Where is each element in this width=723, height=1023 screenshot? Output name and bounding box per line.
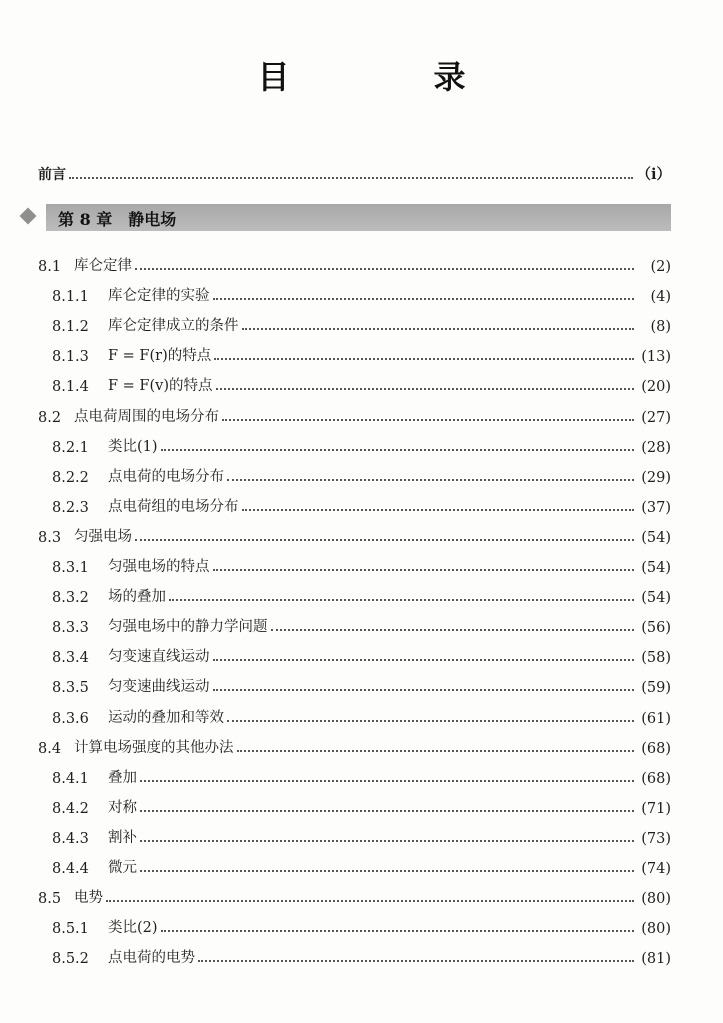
entry-label: 对称 (108, 800, 137, 816)
entry-label: 匀变速曲线运动 (108, 679, 210, 695)
dot-leader (69, 177, 633, 179)
entry-number: 8.4 (38, 741, 62, 757)
entry-label: 电势 (74, 890, 103, 906)
toc-entry[interactable] (52, 644, 671, 666)
entry-page: (71) (641, 801, 671, 817)
entry-number: 8.5 (38, 891, 62, 907)
entry-page: (56) (641, 620, 671, 636)
entry-label: 类比(2) (108, 920, 158, 936)
chapter-title: 静电场 (128, 210, 177, 229)
entry-label: 库仑定律成立的条件 (108, 318, 239, 334)
entry-page: (54) (641, 590, 671, 606)
entry-page: (20) (641, 379, 671, 395)
entry-number: 8.4.3 (52, 831, 89, 847)
dot-leader (161, 449, 634, 451)
entry-number: 8.1.2 (52, 319, 89, 335)
entry-number: 8.3.5 (52, 680, 89, 696)
dot-leader (213, 298, 635, 300)
dot-leader (213, 569, 635, 571)
entry-number: 8.5.2 (52, 951, 89, 967)
toc-entry[interactable] (52, 494, 671, 516)
entry-number: 8.3 (38, 530, 62, 546)
dot-leader (161, 930, 634, 932)
dot-leader (135, 539, 634, 541)
dot-leader (106, 900, 634, 902)
entry-number: 8.3.6 (52, 711, 89, 727)
chapter-number: 第 8 章 (58, 210, 113, 229)
toc-entry[interactable] (52, 674, 671, 696)
entry-page: (28) (641, 440, 671, 456)
entry-label: 割补 (108, 830, 137, 846)
dot-leader (237, 750, 635, 752)
entry-label: 点电荷的电势 (108, 950, 195, 966)
entry-page: (68) (641, 741, 671, 757)
entry-page: (2) (650, 259, 671, 275)
entry-label: 库仑定律 (74, 258, 132, 274)
entry-number: 8.4.1 (52, 771, 89, 787)
toc-entry[interactable] (52, 464, 671, 486)
entry-label: 微元 (108, 860, 137, 876)
entry-label: 匀强电场的特点 (108, 559, 210, 575)
toc-entry[interactable] (52, 705, 671, 727)
toc-entry[interactable] (52, 855, 671, 877)
dot-leader (140, 870, 634, 872)
dot-leader (222, 419, 634, 421)
entry-page: (61) (641, 711, 671, 727)
entry-number: 8.5.1 (52, 921, 89, 937)
entry-label: 匀变速直线运动 (108, 649, 210, 665)
chapter-heading[interactable] (20, 203, 671, 231)
toc-entry[interactable] (52, 825, 671, 847)
entry-label: 库仑定律的实验 (108, 288, 210, 304)
entry-label: 匀强电场 (74, 529, 132, 545)
dot-leader (198, 960, 634, 962)
toc-entry[interactable] (52, 765, 671, 787)
entry-label: 点电荷组的电场分布 (108, 499, 239, 515)
entry-page: (80) (641, 921, 671, 937)
dot-leader (214, 358, 634, 360)
toc-entry[interactable] (52, 373, 671, 395)
toc-entry-preface[interactable] (38, 162, 671, 184)
toc-entry[interactable] (52, 584, 671, 606)
toc-entry[interactable] (38, 735, 671, 757)
toc-entry[interactable] (38, 253, 671, 275)
entry-label: F = F(r)的特点 (108, 348, 212, 364)
entry-number: 8.1.1 (52, 289, 89, 305)
dot-leader (140, 810, 634, 812)
dot-leader (216, 388, 635, 390)
entry-number: 8.3.1 (52, 560, 89, 576)
entry-page: (59) (641, 680, 671, 696)
entry-number: 8.3.2 (52, 590, 89, 606)
entry-page: （ⅰ） (636, 166, 671, 183)
dot-leader (242, 328, 635, 330)
dot-leader (227, 720, 634, 722)
entry-number: 8.2.1 (52, 440, 89, 456)
toc-entry[interactable] (52, 343, 671, 365)
toc-entry[interactable] (52, 283, 671, 305)
entry-label: 类比(1) (108, 439, 158, 455)
dot-leader (135, 268, 634, 270)
toc-entry[interactable] (38, 524, 671, 546)
chapter-label (58, 207, 176, 230)
entry-page: (29) (641, 470, 671, 486)
entry-number: 8.1 (38, 259, 62, 275)
dot-leader (169, 599, 634, 601)
entry-number: 8.4.2 (52, 801, 89, 817)
toc-entry[interactable] (38, 885, 671, 907)
entry-label: 计算电场强度的其他办法 (74, 740, 234, 756)
entry-page: (4) (650, 289, 671, 305)
toc-entry[interactable] (52, 614, 671, 636)
entry-page: (54) (641, 560, 671, 576)
entry-label: 叠加 (108, 770, 137, 786)
toc-entry[interactable] (38, 404, 671, 426)
entry-page: (68) (641, 771, 671, 787)
entry-label: F = F(v)的特点 (108, 378, 213, 394)
dot-leader (213, 689, 635, 691)
entry-number: 8.2 (38, 410, 62, 426)
page-title: 目 录 (257, 58, 522, 96)
entry-page: (37) (641, 500, 671, 516)
dot-leader (140, 840, 634, 842)
toc-entry[interactable] (52, 434, 671, 456)
entry-label: 点电荷周围的电场分布 (74, 409, 219, 425)
entry-page: (73) (641, 831, 671, 847)
dot-leader (227, 479, 634, 481)
entry-number: 8.4.4 (52, 861, 89, 877)
entry-label: 场的叠加 (108, 589, 166, 605)
entry-page: (8) (650, 319, 671, 335)
diamond-icon (20, 208, 37, 225)
entry-page: (58) (641, 650, 671, 666)
toc-entry[interactable] (52, 313, 671, 335)
dot-leader (271, 629, 635, 631)
entry-page: (13) (641, 349, 671, 365)
entry-number: 8.3.3 (52, 620, 89, 636)
toc-entry[interactable] (52, 945, 671, 967)
entry-label: 点电荷的电场分布 (108, 469, 224, 485)
entry-label: 匀强电场中的静力学问题 (108, 619, 268, 635)
entry-number: 8.1.4 (52, 379, 89, 395)
dot-leader (242, 509, 635, 511)
entry-label: 运动的叠加和等效 (108, 710, 224, 726)
entry-number: 8.2.2 (52, 470, 89, 486)
dot-leader (213, 659, 635, 661)
entry-label: 前言 (38, 167, 66, 183)
entry-page: (81) (641, 951, 671, 967)
entry-number: 8.1.3 (52, 349, 89, 365)
entry-number: 8.3.4 (52, 650, 89, 666)
dot-leader (140, 780, 634, 782)
toc-entry[interactable] (52, 554, 671, 576)
toc-entry[interactable] (52, 915, 671, 937)
entry-page: (74) (641, 861, 671, 877)
entry-page: (54) (641, 530, 671, 546)
entry-number: 8.2.3 (52, 500, 89, 516)
entry-page: (80) (641, 891, 671, 907)
entry-page: (27) (641, 410, 671, 426)
toc-entry[interactable] (52, 795, 671, 817)
